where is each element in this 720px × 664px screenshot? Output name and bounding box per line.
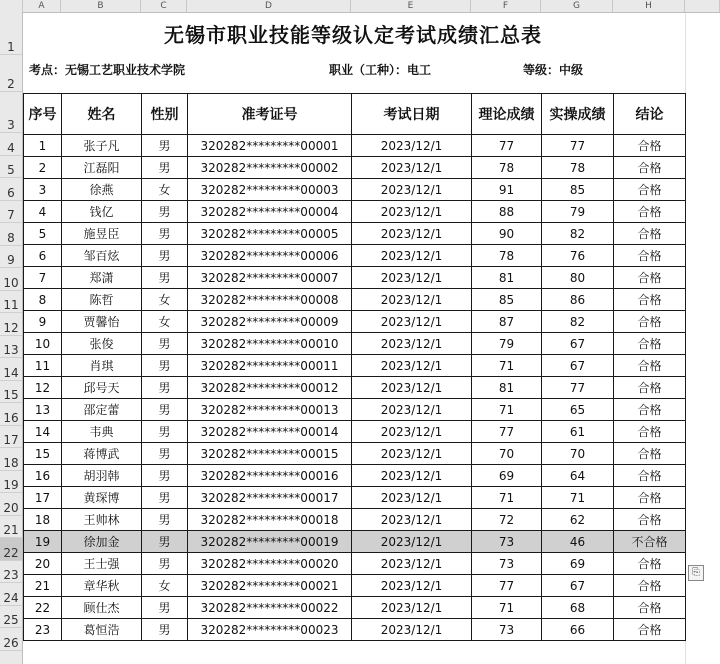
cell-date[interactable]: 2023/12/1 [352,553,472,575]
table-row [24,377,686,399]
cell-seq[interactable]: 5 [24,223,62,245]
header-cell-theory[interactable]: 理论成绩 [472,94,542,135]
cell-name[interactable]: 黄琛博 [62,487,142,509]
cell-date[interactable]: 2023/12/1 [352,377,472,399]
row-header[interactable]: 18 [0,448,22,471]
cell-seq[interactable]: 16 [24,465,62,487]
table-row [24,179,686,201]
cell-result[interactable]: 合格 [614,179,686,201]
cell-seq[interactable]: 15 [24,443,62,465]
cell-name[interactable]: 江磊阳 [62,157,142,179]
cell-date[interactable]: 2023/12/1 [352,465,472,487]
table-row [24,135,686,157]
cell-practical[interactable]: 78 [542,157,614,179]
cell-result[interactable]: 合格 [614,333,686,355]
cell-result[interactable]: 合格 [614,421,686,443]
cell-seq[interactable]: 21 [24,575,62,597]
row-header[interactable]: 9 [0,246,22,268]
cell-theory[interactable]: 73 [472,531,542,553]
cell-theory[interactable]: 81 [472,377,542,399]
cell-theory[interactable]: 88 [472,201,542,223]
score-table [23,93,686,641]
cell-ticket[interactable]: 320282*********00022 [188,597,352,619]
row-header[interactable]: 5 [0,156,22,178]
cell-theory[interactable]: 77 [472,575,542,597]
column-header-c[interactable]: C [141,0,187,12]
cell-theory[interactable]: 87 [472,311,542,333]
cell-name[interactable]: 陈哲 [62,289,142,311]
cell-practical[interactable]: 77 [542,135,614,157]
row-header[interactable]: 19 [0,471,22,493]
cell-practical[interactable]: 65 [542,399,614,421]
table-row [24,201,686,223]
cell-result[interactable]: 合格 [614,619,686,641]
row-header[interactable]: 23 [0,561,22,583]
header-cell-name[interactable]: 姓名 [62,94,142,135]
cell-practical[interactable]: 67 [542,355,614,377]
cell-gender[interactable]: 男 [142,619,188,641]
cell-gender[interactable]: 男 [142,333,188,355]
cell-theory[interactable]: 69 [472,465,542,487]
cell-theory[interactable]: 81 [472,267,542,289]
cell-result[interactable]: 合格 [614,443,686,465]
cell-seq[interactable]: 7 [24,267,62,289]
cell-theory[interactable]: 77 [472,135,542,157]
row-header[interactable]: 20 [0,493,22,516]
header-cell-result[interactable]: 结论 [614,94,686,135]
cell-practical[interactable]: 86 [542,289,614,311]
row-header[interactable]: 26 [0,628,22,651]
cell-seq[interactable]: 17 [24,487,62,509]
cell-date[interactable]: 2023/12/1 [352,355,472,377]
cell-result[interactable]: 合格 [614,311,686,333]
cell-gender[interactable]: 男 [142,377,188,399]
cell-theory[interactable]: 72 [472,509,542,531]
cell-result[interactable]: 合格 [614,135,686,157]
cell-theory[interactable]: 90 [472,223,542,245]
cell-result[interactable]: 合格 [614,377,686,399]
row-header[interactable]: 3 [0,92,22,133]
row-header[interactable]: 2 [0,55,22,92]
cell-practical[interactable]: 62 [542,509,614,531]
cell-result[interactable]: 合格 [614,267,686,289]
cell-practical[interactable]: 68 [542,597,614,619]
occupation-label[interactable]: 职业（工种）：电工 [329,63,432,77]
cell-result[interactable]: 合格 [614,597,686,619]
column-header-a[interactable]: A [23,0,61,12]
cell-date[interactable]: 2023/12/1 [352,157,472,179]
row-header[interactable]: 21 [0,516,22,538]
cell-result[interactable]: 合格 [614,355,686,377]
row-header[interactable]: 15 [0,381,22,403]
cell-seq[interactable]: 4 [24,201,62,223]
cell-ticket[interactable]: 320282*********00007 [188,267,352,289]
table-row [24,575,686,597]
header-cell-date[interactable]: 考试日期 [352,94,472,135]
cell-date[interactable]: 2023/12/1 [352,487,472,509]
cell-date[interactable]: 2023/12/1 [352,289,472,311]
cell-seq[interactable]: 18 [24,509,62,531]
cell-name[interactable]: 邱号天 [62,377,142,399]
cell-name[interactable]: 徐加金 [62,531,142,553]
row-header[interactable]: 7 [0,201,22,223]
cell-name[interactable]: 王士强 [62,553,142,575]
row-header[interactable]: 8 [0,223,22,246]
cell-name[interactable]: 肖琪 [62,355,142,377]
row-header[interactable]: 4 [0,133,22,156]
cell-seq[interactable]: 2 [24,157,62,179]
cell-ticket[interactable]: 320282*********00005 [188,223,352,245]
cell-ticket[interactable]: 320282*********00019 [188,531,352,553]
cell-ticket[interactable]: 320282*********00004 [188,201,352,223]
cell-name[interactable]: 章华秋 [62,575,142,597]
row-header[interactable]: 12 [0,313,22,336]
cell-ticket[interactable]: 320282*********00001 [188,135,352,157]
cell-result[interactable]: 合格 [614,465,686,487]
cell-gender[interactable]: 男 [142,223,188,245]
cell-gender[interactable]: 男 [142,443,188,465]
cell-practical[interactable]: 77 [542,377,614,399]
row-header[interactable]: 6 [0,178,22,201]
cell-gender[interactable]: 男 [142,421,188,443]
cell-ticket[interactable]: 320282*********00015 [188,443,352,465]
row-header-bar [0,12,23,664]
worksheet[interactable] [23,13,720,664]
cell-date[interactable]: 2023/12/1 [352,575,472,597]
cell-ticket[interactable]: 320282*********00002 [188,157,352,179]
row-header[interactable]: 17 [0,426,22,448]
column-header-f[interactable]: F [471,0,541,12]
cell-theory[interactable]: 85 [472,289,542,311]
header-cell-practical[interactable]: 实操成绩 [542,94,614,135]
cell-gender[interactable]: 男 [142,157,188,179]
cell-result[interactable]: 合格 [614,289,686,311]
table-row [24,421,686,443]
exam-site-label[interactable]: 考点：无锡工艺职业技术学院 [29,63,186,77]
cell-seq[interactable]: 10 [24,333,62,355]
cell-practical[interactable]: 69 [542,553,614,575]
cell-name[interactable]: 蒋博武 [62,443,142,465]
cell-ticket[interactable]: 320282*********00020 [188,553,352,575]
column-header-b[interactable]: B [61,0,141,12]
cell-theory[interactable]: 77 [472,421,542,443]
cell-practical[interactable]: 70 [542,443,614,465]
table-row [24,245,686,267]
cell-theory[interactable]: 73 [472,619,542,641]
cell-date[interactable]: 2023/12/1 [352,597,472,619]
cell-theory[interactable]: 71 [472,487,542,509]
cell-seq[interactable]: 9 [24,311,62,333]
cell-seq[interactable]: 13 [24,399,62,421]
row-header[interactable]: 11 [0,291,22,313]
cell-name[interactable]: 胡羽韩 [62,465,142,487]
cell-date[interactable]: 2023/12/1 [352,201,472,223]
cell-seq[interactable]: 22 [24,597,62,619]
table-row [24,267,686,289]
cell-seq[interactable]: 1 [24,135,62,157]
cell-practical[interactable]: 79 [542,201,614,223]
cell-gender[interactable]: 男 [142,355,188,377]
table-row [24,355,686,377]
cell-name[interactable]: 施昱臣 [62,223,142,245]
level-label[interactable]: 等级：中级 [523,63,584,77]
cell-practical[interactable]: 82 [542,223,614,245]
cell-theory[interactable]: 71 [472,399,542,421]
cell-gender[interactable]: 男 [142,553,188,575]
cell-name[interactable]: 郑潇 [62,267,142,289]
cell-gender[interactable]: 女 [142,179,188,201]
cell-ticket[interactable]: 320282*********00012 [188,377,352,399]
cell-date[interactable]: 2023/12/1 [352,399,472,421]
cell-practical[interactable]: 76 [542,245,614,267]
table-row [24,553,686,575]
row-header-selected[interactable]: 22 [0,538,22,561]
cell-ticket[interactable]: 320282*********00006 [188,245,352,267]
cell-ticket[interactable]: 320282*********00016 [188,465,352,487]
cell-result[interactable]: 合格 [614,575,686,597]
cell-gender[interactable]: 男 [142,201,188,223]
select-all-corner[interactable] [0,0,23,12]
cell-date[interactable]: 2023/12/1 [352,619,472,641]
cell-name[interactable]: 张俊 [62,333,142,355]
cell-gender[interactable]: 男 [142,135,188,157]
cell-result[interactable]: 合格 [614,509,686,531]
cell-seq[interactable]: 6 [24,245,62,267]
cell-gender[interactable]: 女 [142,575,188,597]
cell-seq[interactable]: 20 [24,553,62,575]
row-header[interactable]: 10 [0,268,22,291]
cell-theory[interactable]: 78 [472,245,542,267]
cell-seq[interactable]: 11 [24,355,62,377]
table-row-selected [24,531,686,553]
cell-practical[interactable]: 61 [542,421,614,443]
cell-ticket[interactable]: 320282*********00017 [188,487,352,509]
table-row [24,619,686,641]
cell-gender[interactable]: 男 [142,509,188,531]
cell-gender[interactable]: 男 [142,531,188,553]
cell-name[interactable]: 邵定蕾 [62,399,142,421]
cell-theory[interactable]: 91 [472,179,542,201]
cell-name[interactable]: 贾馨怡 [62,311,142,333]
cell-result[interactable]: 合格 [614,399,686,421]
cell-result[interactable]: 合格 [614,553,686,575]
row-header[interactable]: 1 [0,12,22,55]
cell-ticket[interactable]: 320282*********00009 [188,311,352,333]
column-header-g[interactable]: G [541,0,613,12]
cell-name[interactable]: 葛恒浩 [62,619,142,641]
cell-gender[interactable]: 男 [142,267,188,289]
cell-theory[interactable]: 70 [472,443,542,465]
cell-theory[interactable]: 79 [472,333,542,355]
cell-name[interactable]: 张子凡 [62,135,142,157]
cell-gender[interactable]: 女 [142,289,188,311]
cell-name[interactable]: 韦典 [62,421,142,443]
cell-result[interactable]: 合格 [614,223,686,245]
cell-theory[interactable]: 71 [472,597,542,619]
cell-name[interactable]: 顾仕杰 [62,597,142,619]
cell-ticket[interactable]: 320282*********00021 [188,575,352,597]
table-row [24,443,686,465]
column-header-d[interactable]: D [187,0,351,12]
table-row [24,223,686,245]
cell-practical[interactable]: 80 [542,267,614,289]
table-row [24,157,686,179]
cell-seq[interactable]: 12 [24,377,62,399]
cell-practical[interactable]: 46 [542,531,614,553]
cell-date[interactable]: 2023/12/1 [352,223,472,245]
cell-date[interactable]: 2023/12/1 [352,531,472,553]
table-row [24,597,686,619]
cell-ticket[interactable]: 320282*********00013 [188,399,352,421]
table-row [24,465,686,487]
cell-practical[interactable]: 66 [542,619,614,641]
cell-result[interactable]: 不合格 [614,531,686,553]
cell-practical[interactable]: 67 [542,333,614,355]
cell-ticket[interactable]: 320282*********00008 [188,289,352,311]
cell-practical[interactable]: 85 [542,179,614,201]
cell-name[interactable]: 徐燕 [62,179,142,201]
table-row [24,311,686,333]
cell-ticket[interactable]: 320282*********00023 [188,619,352,641]
cell-name[interactable]: 王帅林 [62,509,142,531]
row-header[interactable]: 24 [0,583,22,606]
cell-practical[interactable]: 67 [542,575,614,597]
header-cell-gender[interactable]: 性别 [142,94,188,135]
cell-date[interactable]: 2023/12/1 [352,135,472,157]
table-row [24,509,686,531]
cell-ticket[interactable]: 320282*********00018 [188,509,352,531]
cell-name[interactable]: 邹百炫 [62,245,142,267]
row-header[interactable]: 25 [0,606,22,628]
cell-result[interactable]: 合格 [614,157,686,179]
cell-result[interactable]: 合格 [614,487,686,509]
cell-gender[interactable]: 女 [142,311,188,333]
cell-date[interactable]: 2023/12/1 [352,267,472,289]
cell-ticket[interactable]: 320282*********00003 [188,179,352,201]
cell-date[interactable]: 2023/12/1 [352,179,472,201]
paste-options-icon[interactable]: ⎘ [688,565,704,581]
cell-seq[interactable]: 8 [24,289,62,311]
table-row [24,487,686,509]
column-header-e[interactable]: E [351,0,471,12]
cell-theory[interactable]: 73 [472,553,542,575]
cell-ticket[interactable]: 320282*********00010 [188,333,352,355]
cell-date[interactable]: 2023/12/1 [352,421,472,443]
table-row [24,399,686,421]
cell-result[interactable]: 合格 [614,245,686,267]
cell-seq[interactable]: 14 [24,421,62,443]
column-header-h[interactable]: H [613,0,685,12]
header-cell-ticket[interactable]: 准考证号 [188,94,352,135]
cell-date[interactable]: 2023/12/1 [352,333,472,355]
table-row [24,289,686,311]
table-header-row [24,94,686,135]
cell-gender[interactable]: 男 [142,245,188,267]
cell-date[interactable]: 2023/12/1 [352,311,472,333]
cell-date[interactable]: 2023/12/1 [352,443,472,465]
cell-date[interactable]: 2023/12/1 [352,245,472,267]
cell-seq[interactable]: 23 [24,619,62,641]
cell-practical[interactable]: 82 [542,311,614,333]
cell-gender[interactable]: 男 [142,465,188,487]
header-cell-seq[interactable]: 序号 [24,94,62,135]
sheet-title[interactable]: 无锡市职业技能等级认定考试成绩汇总表 [164,23,542,47]
row-header[interactable]: 16 [0,403,22,426]
cell-ticket[interactable]: 320282*********00011 [188,355,352,377]
cell-practical[interactable]: 64 [542,465,614,487]
cell-seq[interactable]: 19 [24,531,62,553]
cell-theory[interactable]: 71 [472,355,542,377]
cell-ticket[interactable]: 320282*********00014 [188,421,352,443]
table-row [24,333,686,355]
row-header[interactable]: 13 [0,336,22,358]
cell-gender[interactable]: 男 [142,399,188,421]
cell-gender[interactable]: 男 [142,597,188,619]
cell-practical[interactable]: 71 [542,487,614,509]
row-header[interactable]: 14 [0,358,22,381]
cell-seq[interactable]: 3 [24,179,62,201]
cell-gender[interactable]: 男 [142,487,188,509]
cell-theory[interactable]: 78 [472,157,542,179]
cell-name[interactable]: 钱亿 [62,201,142,223]
column-header-bar [0,0,720,13]
cell-date[interactable]: 2023/12/1 [352,509,472,531]
cell-result[interactable]: 合格 [614,201,686,223]
